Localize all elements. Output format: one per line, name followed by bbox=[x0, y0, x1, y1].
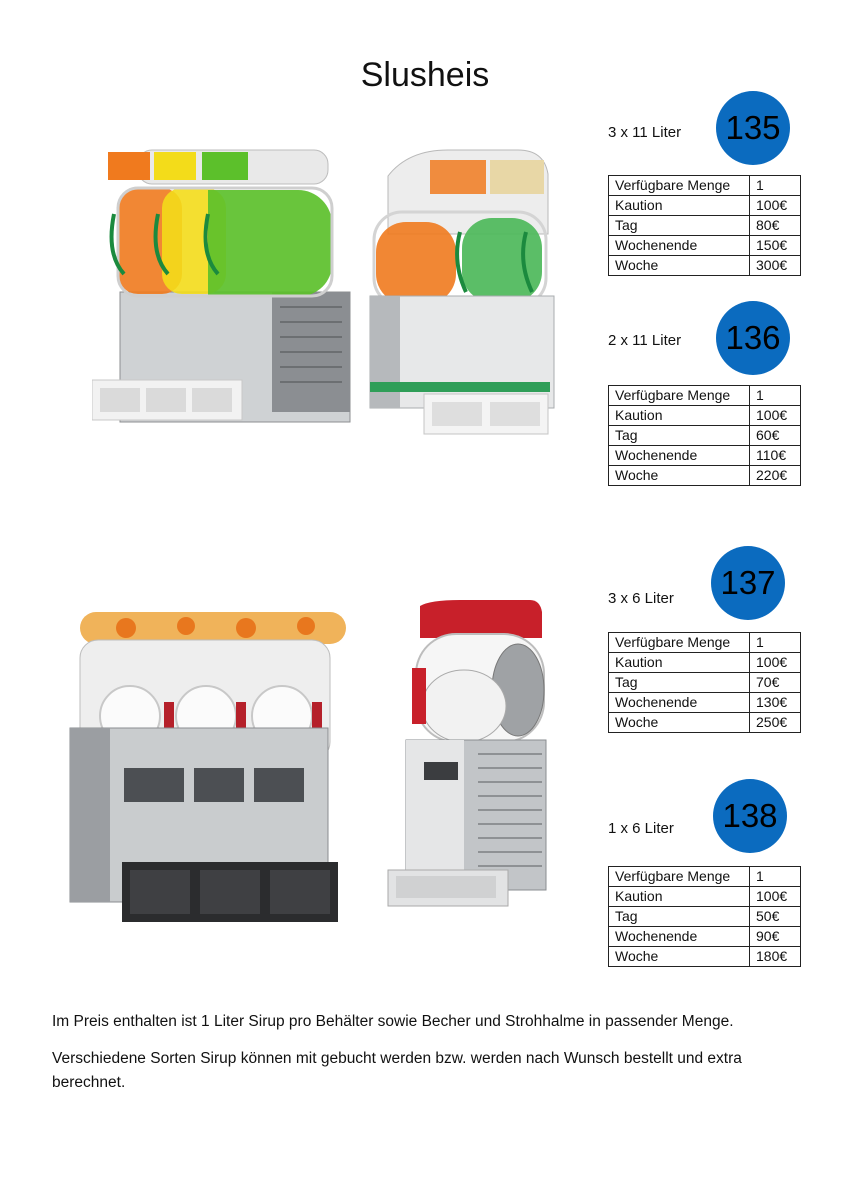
row-label: Woche bbox=[609, 947, 750, 967]
row-label: Kaution bbox=[609, 196, 750, 216]
table-row bbox=[609, 386, 801, 406]
table-row bbox=[609, 406, 801, 426]
slush-machine-3x11-image bbox=[92, 142, 354, 432]
product-135-number-badge: 135 bbox=[716, 91, 790, 165]
row-label: Verfügbare Menge bbox=[609, 867, 750, 887]
row-label: Wochenende bbox=[609, 693, 750, 713]
table-row bbox=[609, 887, 801, 907]
table-row bbox=[609, 653, 801, 673]
table-row bbox=[609, 907, 801, 927]
row-label: Tag bbox=[609, 426, 750, 446]
note-extra-syrup: Verschiedene Sorten Sirup können mit gebucht werden bzw. werden nach Wunsch bestellt und extra berechnet. bbox=[52, 1050, 742, 1091]
table-row bbox=[609, 216, 801, 236]
row-label: Wochenende bbox=[609, 446, 750, 466]
row-label: Kaution bbox=[609, 406, 750, 426]
row-value: 100€ bbox=[750, 406, 801, 426]
product-137-number-badge: 137 bbox=[711, 546, 785, 620]
row-value: 70€ bbox=[750, 673, 801, 693]
row-label: Kaution bbox=[609, 653, 750, 673]
page-title: Slusheis bbox=[360, 56, 490, 94]
row-value: 80€ bbox=[750, 216, 801, 236]
row-label: Woche bbox=[609, 713, 750, 733]
row-value: 90€ bbox=[750, 927, 801, 947]
row-label: Wochenende bbox=[609, 927, 750, 947]
row-value: 150€ bbox=[750, 236, 801, 256]
row-label: Tag bbox=[609, 673, 750, 693]
row-value: 180€ bbox=[750, 947, 801, 967]
row-value: 100€ bbox=[750, 887, 801, 907]
row-value: 250€ bbox=[750, 713, 801, 733]
table-row bbox=[609, 633, 801, 653]
slush-machine-2x11-image bbox=[366, 146, 556, 442]
table-row bbox=[609, 236, 801, 256]
product-138-number-badge: 138 bbox=[713, 779, 787, 853]
row-value: 60€ bbox=[750, 426, 801, 446]
row-value: 220€ bbox=[750, 466, 801, 486]
table-row bbox=[609, 426, 801, 446]
slush-machine-1x6-image bbox=[386, 598, 554, 916]
row-label: Kaution bbox=[609, 887, 750, 907]
table-row bbox=[609, 446, 801, 466]
product-135-price-table bbox=[608, 175, 801, 276]
product-138-price-table bbox=[608, 866, 801, 967]
row-label: Woche bbox=[609, 466, 750, 486]
row-value: 130€ bbox=[750, 693, 801, 713]
table-row bbox=[609, 693, 801, 713]
row-value: 110€ bbox=[750, 446, 801, 466]
table-row bbox=[609, 176, 801, 196]
table-row bbox=[609, 927, 801, 947]
product-136-price-table bbox=[608, 385, 801, 486]
table-row bbox=[609, 256, 801, 276]
product-137-price-table bbox=[608, 632, 801, 733]
product-136-size-label: 2 x 11 Liter bbox=[608, 332, 682, 349]
row-label: Verfügbare Menge bbox=[609, 633, 750, 653]
row-value: 100€ bbox=[750, 653, 801, 673]
row-value: 1 bbox=[750, 176, 801, 196]
row-value: 1 bbox=[750, 867, 801, 887]
product-138-size-label: 1 x 6 Liter bbox=[608, 820, 674, 837]
row-value: 300€ bbox=[750, 256, 801, 276]
product-135-size-label: 3 x 11 Liter bbox=[608, 124, 682, 141]
product-136-number-badge: 136 bbox=[716, 301, 790, 375]
table-row bbox=[609, 196, 801, 216]
row-label: Wochenende bbox=[609, 236, 750, 256]
row-label: Verfügbare Menge bbox=[609, 386, 750, 406]
table-row bbox=[609, 947, 801, 967]
row-label: Tag bbox=[609, 216, 750, 236]
table-row bbox=[609, 713, 801, 733]
product-137-size-label: 3 x 6 Liter bbox=[608, 590, 674, 607]
table-row bbox=[609, 867, 801, 887]
row-value: 1 bbox=[750, 633, 801, 653]
slush-machine-3x6-image bbox=[66, 598, 352, 932]
row-label: Tag bbox=[609, 907, 750, 927]
row-value: 100€ bbox=[750, 196, 801, 216]
note-syrup-included: Im Preis enthalten ist 1 Liter Sirup pro Behälter sowie Becher und Strohhalme in passender Menge. bbox=[52, 1013, 734, 1030]
row-label: Woche bbox=[609, 256, 750, 276]
table-row bbox=[609, 466, 801, 486]
row-label: Verfügbare Menge bbox=[609, 176, 750, 196]
row-value: 50€ bbox=[750, 907, 801, 927]
table-row bbox=[609, 673, 801, 693]
row-value: 1 bbox=[750, 386, 801, 406]
